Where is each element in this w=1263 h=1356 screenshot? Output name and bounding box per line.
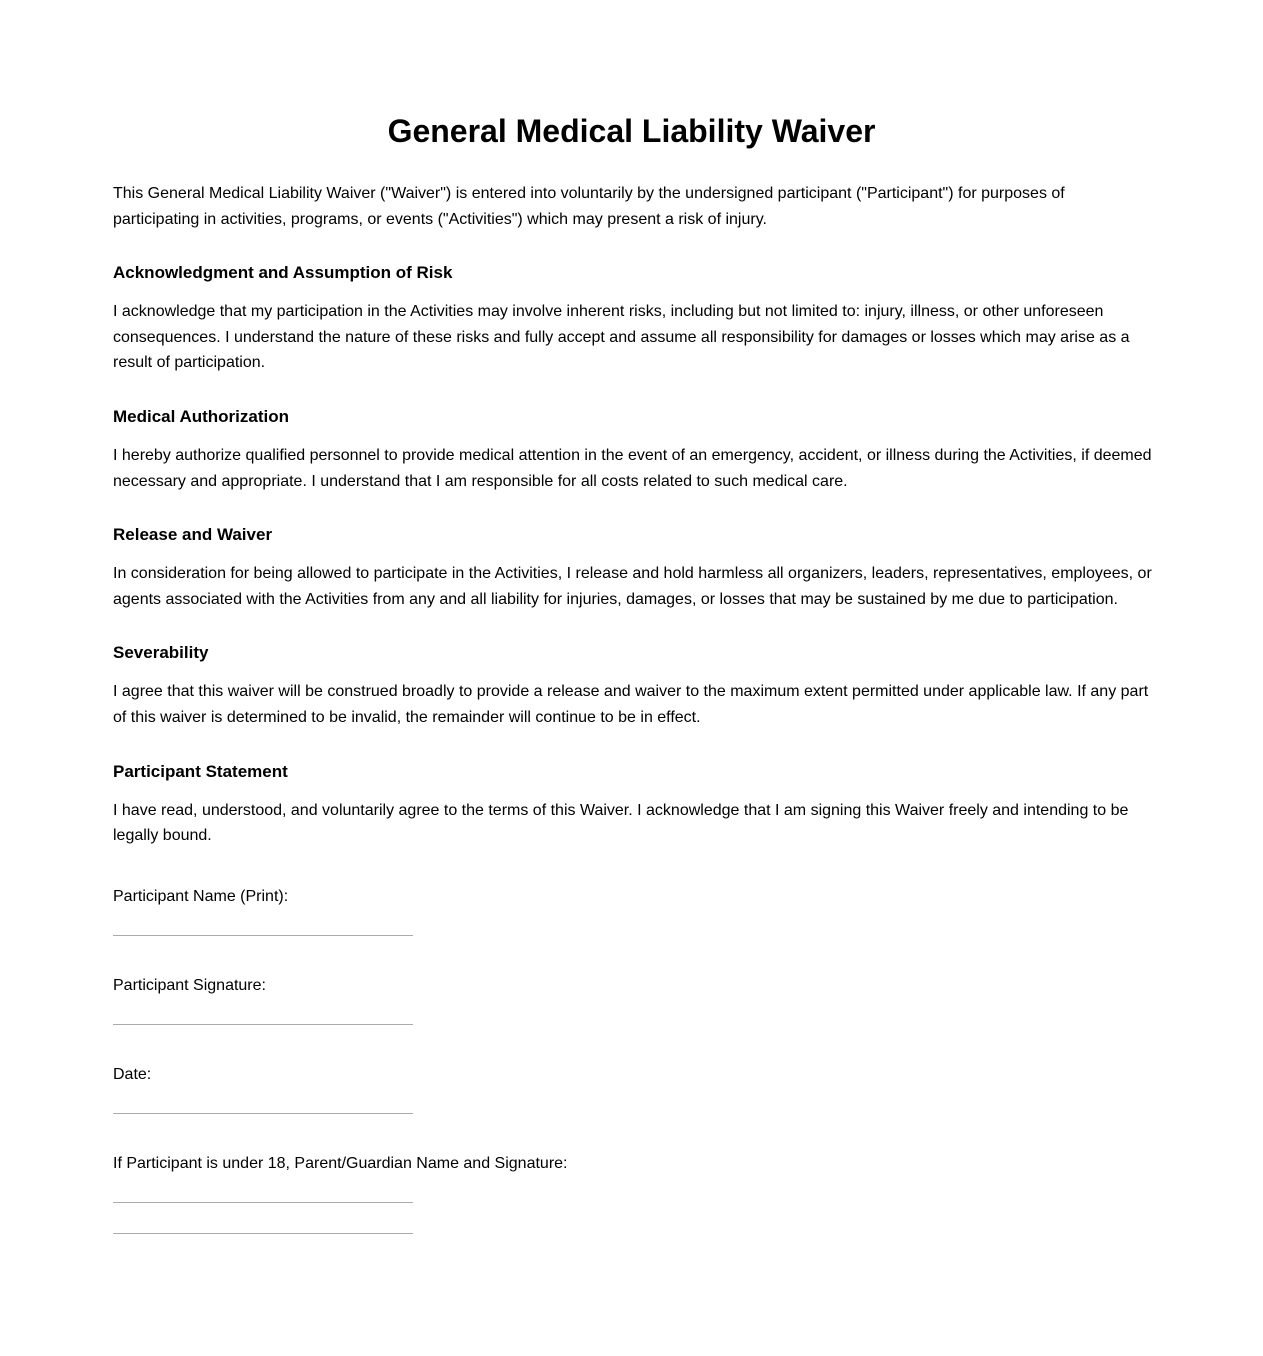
document-content bbox=[113, 181, 1153, 1272]
section-body: I have read, understood, and voluntarily agree to the terms of this Waiver. I acknowledge that I am signing this Waiver freely and intending to be legally bound. bbox=[113, 801, 1129, 845]
guardian-name-line[interactable] bbox=[113, 1202, 413, 1203]
section-body: In consideration for being allowed to participate in the Activities, I release and hold harmless all organizers, leaders, representatives, employees, or agents associated with the Activities from any and all liability for injuries, damages, or losses that may be sustained by me due to participation. bbox=[113, 565, 1152, 608]
section-body: I agree that this waiver will be construed broadly to provide a release and waiver to the maximum extent permitted under applicable law. If any part of this waiver is determined to be invalid, the remainder will continue to be in effect. bbox=[113, 683, 1149, 726]
field-label: Date: bbox=[113, 1065, 152, 1083]
participant-name-field bbox=[113, 885, 1153, 936]
page-title: General Medical Liability Waiver bbox=[387, 113, 876, 149]
section-heading: Acknowledgment and Assumption of Risk bbox=[113, 263, 453, 283]
participant-signature-line[interactable] bbox=[113, 1024, 413, 1025]
date-line[interactable] bbox=[113, 1113, 413, 1114]
section-heading: Medical Authorization bbox=[113, 406, 289, 426]
field-label: Participant Signature: bbox=[113, 976, 266, 994]
section-body: I hereby authorize qualified personnel to provide medical attention in the event of an emergency, accident, or illness during the Activities, if deemed necessary and appropriate. I understand that I am responsible for all costs related to such medical care. bbox=[113, 446, 1152, 490]
section-severability bbox=[113, 641, 1153, 730]
field-label: Participant Name (Print): bbox=[113, 887, 289, 905]
section-heading: Participant Statement bbox=[113, 761, 288, 781]
date-field bbox=[113, 1063, 1153, 1114]
signature-section bbox=[113, 885, 1153, 1234]
section-release-waiver bbox=[113, 523, 1153, 612]
guardian-field bbox=[113, 1152, 1153, 1234]
section-body: I acknowledge that my participation in the Activities may involve inherent risks, including but not limited to: injury, illness, or other unforeseen consequences. I understand the nature of these risks and fully accept and assume all responsibility for damages or losses which may arise as a result of participation. bbox=[113, 303, 1130, 372]
section-participant-statement bbox=[113, 760, 1153, 849]
participant-name-line[interactable] bbox=[113, 935, 413, 936]
section-acknowledgment bbox=[113, 261, 1153, 376]
section-heading: Release and Waiver bbox=[113, 525, 273, 545]
section-medical-authorization bbox=[113, 405, 1153, 494]
intro-paragraph: This General Medical Liability Waiver ("Waiver") is entered into voluntarily by the undersigned participant ("Participant") for purposes of participating in activities, programs, or events ("Activities") which may present a risk of injury. bbox=[113, 185, 1065, 228]
field-label: If Participant is under 18, Parent/Guardian Name and Signature: bbox=[113, 1154, 568, 1172]
participant-signature-field bbox=[113, 974, 1153, 1025]
section-heading: Severability bbox=[113, 643, 209, 663]
guardian-signature-line[interactable] bbox=[113, 1233, 413, 1234]
